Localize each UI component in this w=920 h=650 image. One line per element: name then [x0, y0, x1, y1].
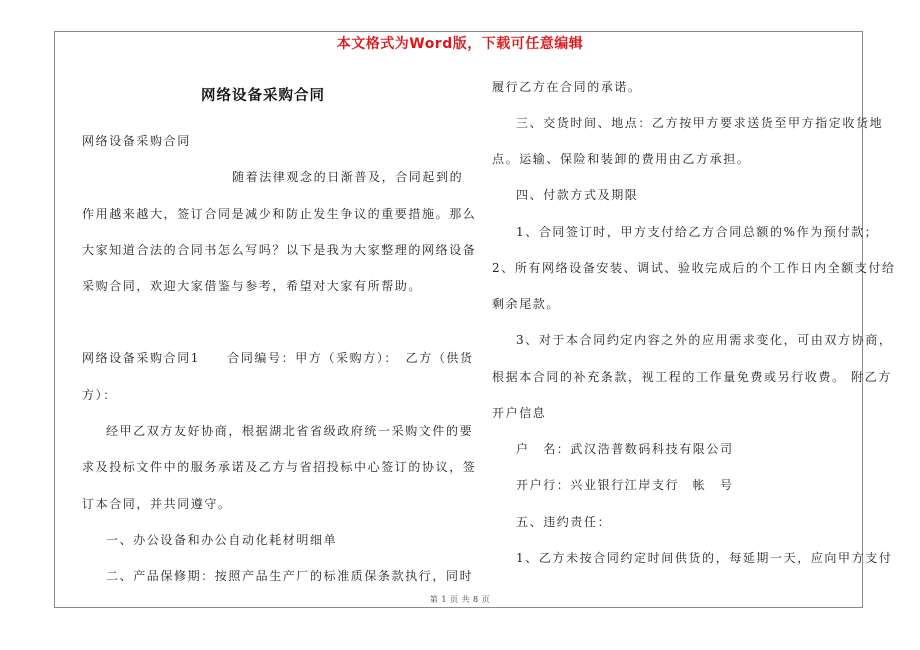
document-title: 网络设备采购合同 — [201, 88, 325, 104]
text-line: 订本合同，并共同遵守。 — [82, 497, 232, 511]
text-line: 3、对于本合同约定内容之外的应用需求变化，可由双方协商， — [516, 333, 893, 347]
text-line: 履行乙方在合同的承诺。 — [492, 80, 642, 94]
page-number: 第 1 页 共 8 页 — [429, 595, 491, 604]
text-line: 采购合同，欢迎大家借鉴与参考，希望对大家有所帮助。 — [82, 279, 423, 293]
text-line: 2、所有网络设备安装、调试、验收完成后的个工作日内全额支付给 — [492, 261, 896, 275]
text-line: 方）： — [82, 388, 117, 402]
text-line: 四、付款方式及期限 — [516, 188, 639, 202]
text-line: 根据本合同的补充条款，视工程的工作量免费或另行收费。 附乙方 — [492, 370, 892, 384]
text-line: 网络设备采购合同1 合同编号：甲方（采购方）： 乙方（供货 — [82, 351, 474, 365]
text-line: 开户行：兴业银行江岸支行 帐 号 — [516, 478, 734, 492]
text-line: 经甲乙双方友好协商，根据湖北省省级政府统一采购文件的要 — [106, 424, 474, 438]
text-line: 二、产品保修期：按照产品生产厂的标准质保条款执行，同时 — [106, 569, 474, 583]
format-banner: 本文格式为Word版，下载可任意编辑 — [336, 36, 584, 52]
text-line: 五、违约责任： — [516, 515, 612, 529]
text-line: 户 名：武汉浩普数码科技有限公司 — [516, 442, 734, 456]
text-line: 1、合同签订时，甲方支付给乙方合同总额的%作为预付款； — [516, 225, 879, 239]
text-line: 求及投标文件中的服务承诺及乙方与省招投标中心签订的协议，签 — [82, 460, 477, 474]
text-line: 作用越来越大，签订合同是减少和防止发生争议的重要措施。那么 — [82, 207, 477, 221]
text-line: 剩余尾款。 — [492, 297, 561, 311]
text-line: 1、乙方未按合同约定时间供货的，每延期一天，应向甲方支付 — [516, 551, 893, 565]
text-line: 大家知道合法的合同书怎么写吗？以下是我为大家整理的网络设备 — [82, 243, 477, 257]
text-line: 一、办公设备和办公自动化耗材明细单 — [106, 533, 338, 547]
text-line: 网络设备采购合同 — [82, 134, 191, 148]
text-line: 开户信息 — [492, 406, 547, 420]
text-line: 点。运输、保险和装卸的费用由乙方承担。 — [492, 152, 751, 166]
text-line: 三、交货时间、地点：乙方按甲方要求送货至甲方指定收货地 — [516, 116, 884, 130]
text-line: 随着法律观念的日渐普及，合同起到的 — [232, 170, 464, 184]
